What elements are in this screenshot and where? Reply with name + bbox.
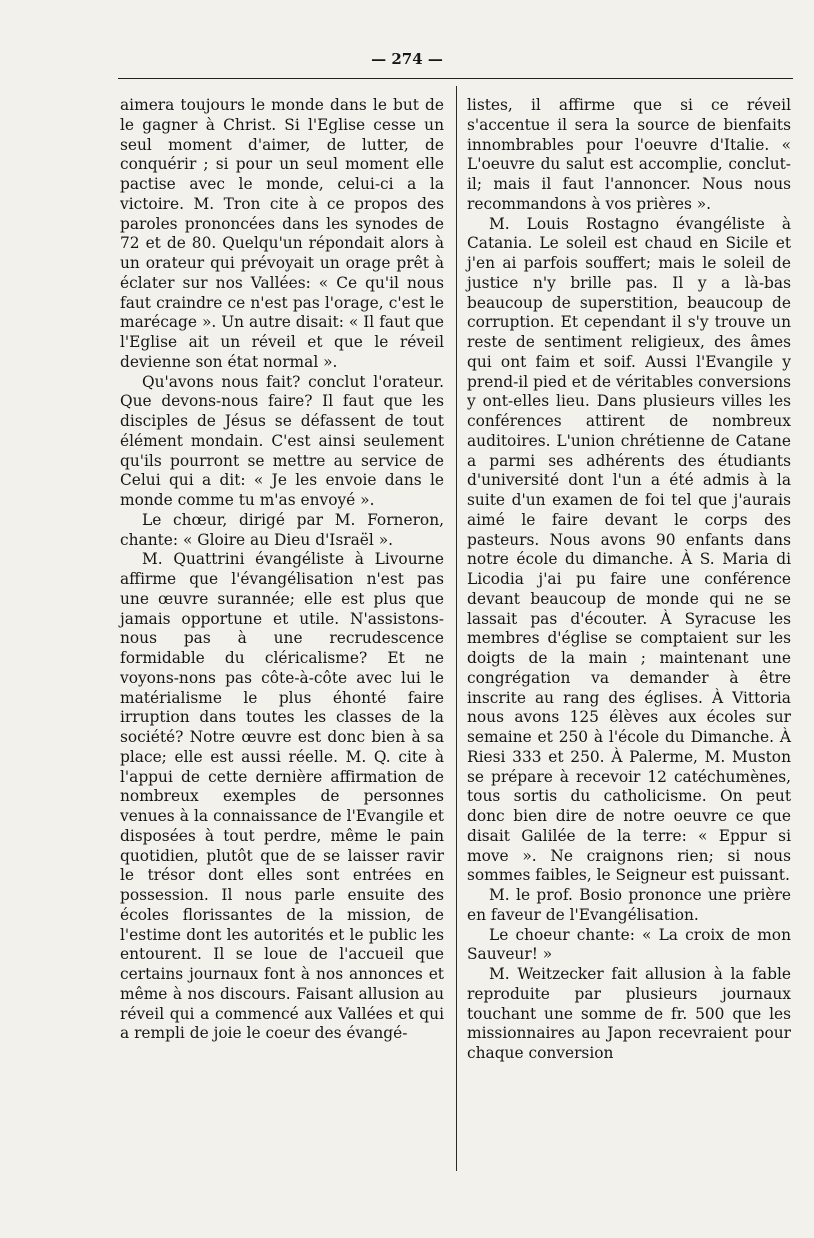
left-column: [120, 96, 444, 1044]
paragraph: M. Louis Rostagno évangéliste à Catania. Le soleil est chaud en Sicile et j'en ai parfois souffert; mais le soleil de justice n'y brille pas. Il y a là-bas beaucoup de superstition, beaucoup de corruption. Et cependant il s'y trouve un reste de sentiment religieux, des âmes qui ont faim et soif. Aussi l'Evangile y prend-il pied et de véritables conversions y ont-elles lieu. Dans plusieurs villes les conférences attirent de nombreux auditoires. L'union chrétienne de Catane a parmi ses adhérents des étudiants d'université dont l'un a été admis à la suite d'un examen de foi tel que j'aurais aimé le faire devant le corps des pasteurs. Nous avons 90 enfants dans notre école du dimanche. À S. Maria di Licodia j'ai pu faire une conférence devant beaucoup de monde qui ne se lassait pas d'écouter. À Syracuse les membres d'église se comptaient sur les doigts de la main ; maintenant une congrégation va demander à être inscrite au rang des églises. À Vittoria nous avons 125 élèves aux écoles sur semaine et 250 à l'école du Dimanche. À Riesi 333 et 250. À Palerme, M. Muston se prépare à recevoir 12 catéchumènes, tous sortis du catholicisme. On peut donc bien dire de notre oeuvre ce que disait Galilée de la terre: « Eppur si move ». Ne craignons rien; si nous sommes faibles, le Seigneur est puissant.: [467, 214, 791, 885]
paragraph: aimera toujours le monde dans le but de le gagner à Christ. Si l'Eglise cesse un seul moment d'aimer, de lutter, de conquérir ; si pour un seul moment elle pactise avec le monde, celui-ci a la victoire. M. Tron cite à ce propos des paroles prononcées dans les synodes de 72 et de 80. Quelqu'un répondait alors à un orateur qui prévoyait un orage prêt à éclater sur nos Vallées: « Ce qu'il nous faut craindre ce n'est pas l'orage, c'est le marécage ». Un autre disait: « Il faut que l'Eglise ait un réveil et que le réveil devienne son état normal ».: [120, 96, 444, 371]
paragraph: Qu'avons nous fait? conclut l'orateur. Que devons-nous faire? Il faut que les disciples de Jésus se défassent de tout élément mondain. C'est ainsi seulement qu'ils pourront se mettre au service de Celui qui a dit: « Je les envoie dans le monde comme tu m'as envoyé ».: [120, 372, 444, 509]
paragraph: M. Quattrini évangéliste à Livourne affirme que l'évangélisation n'est pas une œuvre surannée; elle est plus que jamais opportune et utile. N'assistons-nous pas à une recrudescence formidable du cléricalisme? Et ne voyons-nons pas côte-à-côte avec lui le matérialisme le plus éhonté faire irruption dans toutes les classes de la société? Notre œuvre est donc bien à sa place; elle est aussi réelle. M. Q. cite à l'appui de cette dernière affirmation de nombreux exemples de personnes venues à la connaissance de l'Evangile et disposées à tout perdre, même le pain quotidien, plutôt que de se laisser ravir le trésor dont elles sont entrées en possession. Il nous parle ensuite des écoles florissantes de la mission, de l'estime dont les autorités et le public les entourent. Il se loue de l'accueil que certains journaux font à nos annonces et même à nos discours. Faisant allusion au réveil qui a commencé aux Vallées et qui a rempli de joie le coeur des évangé-: [120, 550, 444, 1043]
paragraph: M. Weitzecker fait allusion à la fable reproduite par plusieurs journaux touchant une somme de fr. 500 que les missionnaires au Japon recevraient pour chaque conversion: [467, 965, 791, 1062]
paragraph: Le chœur, dirigé par M. Forneron, chante: « Gloire au Dieu d'Israël ».: [120, 510, 444, 549]
page-number: — 274 —: [371, 50, 443, 68]
paragraph: M. le prof. Bosio prononce une prière en faveur de l'Evangélisation.: [467, 886, 791, 924]
column-divider: [456, 86, 457, 1171]
paragraph: Le choeur chante: « La croix de mon Sauveur! »: [467, 925, 791, 964]
right-column: [467, 96, 791, 1064]
header-rule: [118, 78, 793, 79]
paragraph: listes, il affirme que si ce réveil s'accentue il sera la source de bienfaits innombrables pour l'oeuvre d'Italie. « L'oeuvre du salut est accomplie, conclut-il; mais il faut l'annoncer. Nous nous recommandons à vos prières ».: [467, 96, 791, 213]
